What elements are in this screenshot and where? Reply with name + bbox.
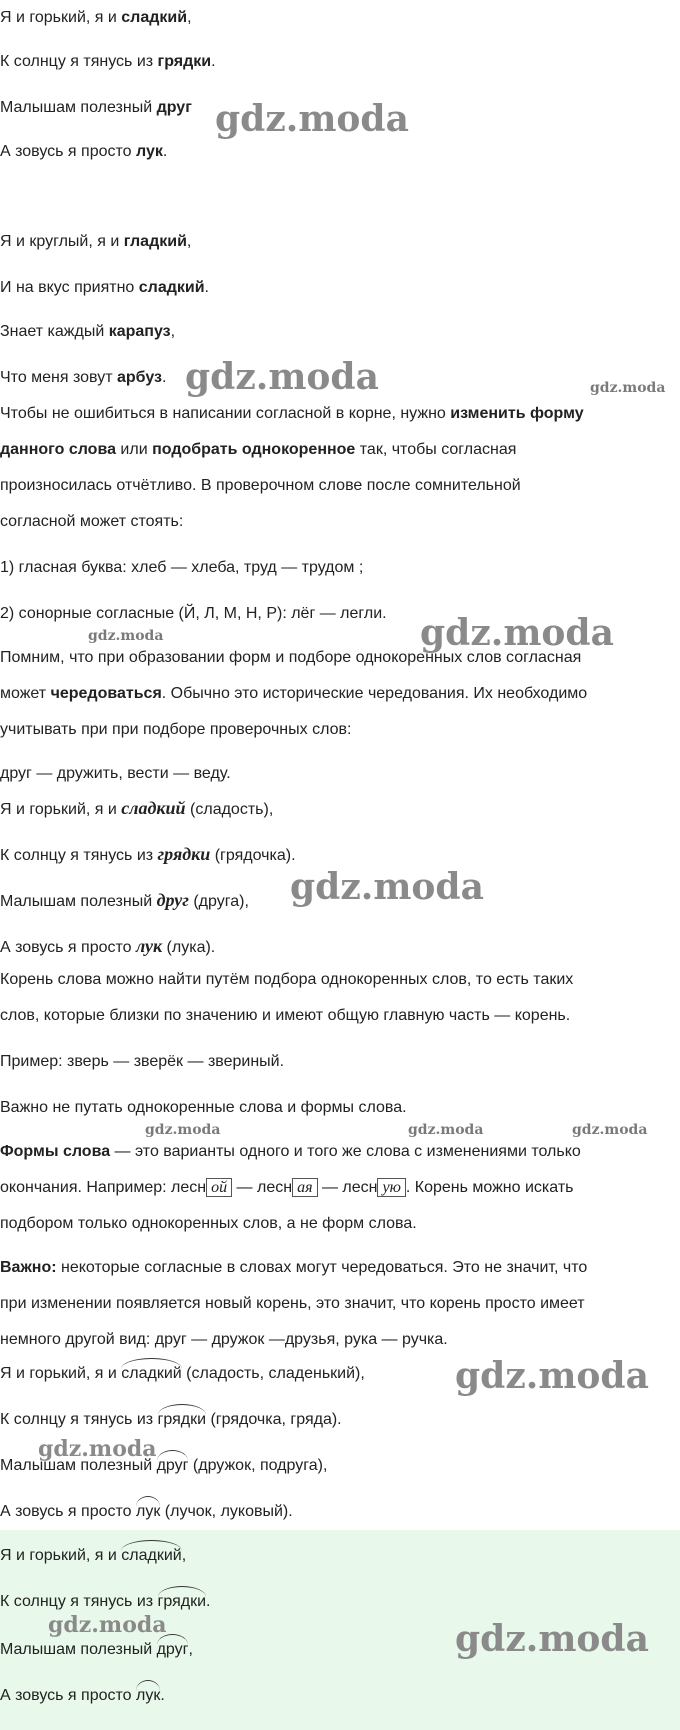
rule-line-4: согласной может стоять:	[0, 513, 184, 530]
forms-line-2: окончания. Например: лесн ой — лесн ая — лесн ую . Корень можно искать	[0, 1179, 574, 1196]
alt-line-1: Помним, что при образовании форм и подборе однокоренных слов согласная	[0, 649, 582, 666]
watermark: gdz.moda	[185, 356, 379, 398]
poem2-line-2: И на вкус приятно сладкий.	[0, 279, 209, 296]
watermark: gdz.moda	[455, 1355, 649, 1397]
watermark: gdz.moda	[455, 1618, 649, 1660]
important-line-3: немного другой вид: друг — дружок —друзья, рука — ручка.	[0, 1331, 448, 1348]
alt-line-3: учитывать при при подборе проверочных слов:	[0, 721, 352, 738]
watermark: gdz.moda	[215, 98, 409, 140]
rule-line-3: произносилась отчётливо. В проверочном слове после сомнительной	[0, 477, 521, 494]
final-line-1: Я и горький, я и сладкий,	[0, 1547, 187, 1564]
root-line-1: Корень слова можно найти путём подбора однокоренных слов, то есть таких	[0, 971, 574, 988]
roots-line-4: А зовусь я просто лук (лучок, луковый).	[0, 1503, 293, 1520]
watermark: gdz.moda	[572, 1122, 648, 1138]
check-line-3: Малышам полезный друг (друга),	[0, 890, 249, 910]
watermark: gdz.moda	[290, 866, 484, 908]
final-line-4: А зовусь я просто лук.	[0, 1687, 165, 1704]
root-line-2: слов, которые близки по значению и имеют общую главную часть — корень.	[0, 1007, 571, 1024]
check-line-2: К солнцу я тянусь из грядки (грядочка).	[0, 844, 296, 864]
rule-line-2: данного слова или подобрать однокоренное так, чтобы согласная	[0, 441, 517, 458]
watermark: gdz.moda	[38, 1436, 157, 1462]
poem1-line-3: Малышам полезный друг	[0, 99, 192, 116]
watermark: gdz.moda	[88, 628, 164, 644]
alt-line-2: может чередоваться. Обычно это исторические чередования. Их необходимо	[0, 685, 588, 702]
important-line-1: Важно: некоторые согласные в словах могут чередоваться. Это не значит, что	[0, 1259, 588, 1276]
watermark: gdz.moda	[590, 380, 666, 396]
roots-line-2: К солнцу я тянусь из грядки (грядочка, гряда).	[0, 1411, 342, 1428]
root-line-4: Важно не путать однокоренные слова и формы слова.	[0, 1099, 407, 1116]
important-line-2: при изменении появляется новый корень, это значит, что корень просто имеет	[0, 1295, 585, 1312]
watermark: gdz.moda	[145, 1122, 221, 1138]
check-line-1: Я и горький, я и сладкий (сладость),	[0, 798, 274, 818]
roots-line-3: Малышам полезный друг (дружок, подруга),	[0, 1457, 328, 1474]
final-line-3: Малышам полезный друг,	[0, 1641, 193, 1658]
check-line-4: А зовусь я просто лук (лука).	[0, 936, 216, 956]
poem2-line-4: Что меня зовут арбуз.	[0, 369, 167, 386]
poem1-line-4: А зовусь я просто лук.	[0, 143, 168, 160]
poem2-line-3: Знает каждый карапуз,	[0, 323, 176, 340]
forms-line-3: подбором только однокоренных слов, а не форм слова.	[0, 1215, 417, 1232]
root-line-3: Пример: зверь — зверёк — звериный.	[0, 1053, 285, 1070]
poem1-line-2: К солнцу я тянусь из грядки.	[0, 53, 216, 70]
watermark: gdz.moda	[48, 1612, 167, 1638]
rule-line-6: 2) сонорные согласные (Й, Л, М, Н, Р): лёг — легли.	[0, 605, 387, 622]
alt-line-4: друг — дружить, вести — веду.	[0, 765, 231, 782]
watermark: gdz.moda	[420, 612, 614, 654]
forms-line-1: Формы слова — это варианты одного и того же слова с изменениями только	[0, 1143, 581, 1160]
rule-line-1: Чтобы не ошибиться в написании согласной в корне, нужно изменить форму	[0, 405, 584, 422]
watermark: gdz.moda	[408, 1122, 484, 1138]
poem2-line-1: Я и круглый, я и гладкий,	[0, 233, 192, 250]
poem1-line-1: Я и горький, я и сладкий,	[0, 9, 192, 26]
rule-line-5: 1) гласная буква: хлеб — хлеба, труд — трудом ;	[0, 559, 364, 576]
roots-line-1: Я и горький, я и сладкий (сладость, сладенький),	[0, 1365, 365, 1382]
final-line-2: К солнцу я тянусь из грядки.	[0, 1593, 211, 1610]
